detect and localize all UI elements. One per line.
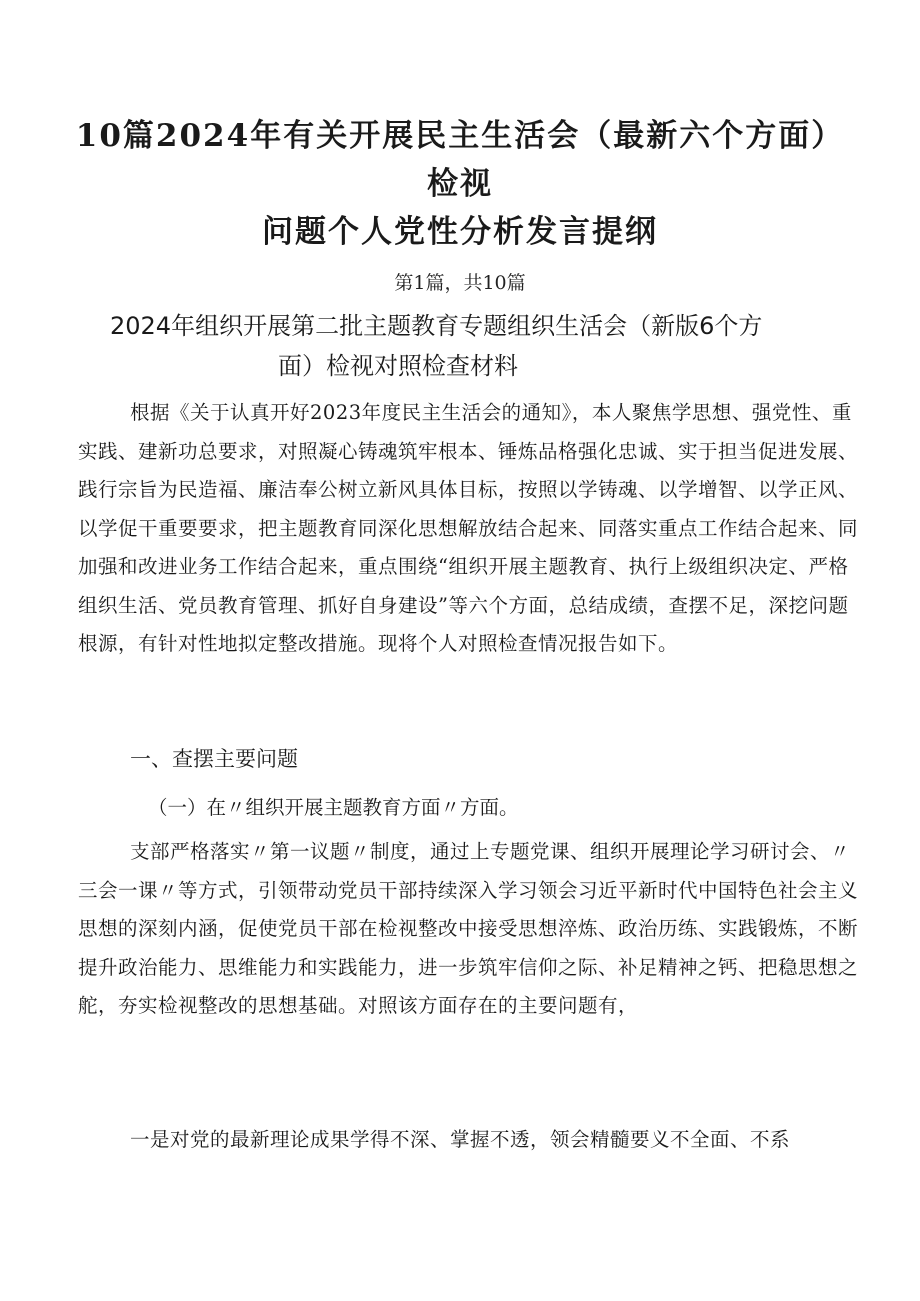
body-paragraph-text: 支部严格落实〃第一议题〃制度，通过上专题党课、组织开展理论学习研讨会、〃三会一课〃等方式，引领带动党员干部持续深入学习领会习近平新时代中国特色社会主义思想的深刻内涵，促使党员干部在检视整改中接受思想淬炼、政治历练、实践锻炼，不断提升政治能力、思维能力和实践能力，进一步筑牢信仰之际、补足精神之钙、把稳思想之舵，夯实检视整改的思想基础。对照该方面存在的主要问题有，: [78, 840, 859, 1017]
document-title-line2: 问题个人党性分析发言提纲: [262, 214, 658, 250]
section-title-line2: 面）检视对照检查材料: [278, 352, 518, 380]
continuation-paragraph-text: 一是对党的最新理论成果学得不深、掌握不透，领会精髓要义不全面、不系: [130, 1128, 791, 1151]
intro-paragraph: [78, 394, 868, 664]
section-heading: 一、查摆主要问题: [130, 747, 298, 771]
document-title-line1: 10篇2024年有关开展民主生活会（最新六个方面）检视: [75, 118, 845, 202]
body-paragraph: [78, 833, 868, 1026]
section-title-line1: 2024年组织开展第二批主题教育专题组织生活会（新版6个方: [110, 312, 763, 340]
continuation-paragraph: [78, 1121, 868, 1161]
subsection-heading: （一）在〃组织开展主题教育方面〃方面。: [148, 796, 519, 819]
section-document-title: [110, 306, 850, 386]
intro-paragraph-text: 根据《关于认真开好2023年度民主生活会的通知》，本人聚焦学思想、强党性、重实践、建新功总要求，对照凝心铸魂筑牢根本、锤炼品格强化忠诚、实于担当促进发展、践行宗旨为民造福、廉洁奉公树立新风具体目标，按照以学铸魂、以学增智、以学正风、以学促干重要要求，把主题教育同深化思想解放结合起来、同落实重点工作结合起来、同加强和改进业务工作结合起来，重点围绕“组织开展主题教育、执行上级组织决定、严格组织生活、党员教育管理、抓好自身建设”等六个方面，总结成绩，查摆不足，深挖问题根源，有针对性地拟定整改措施。现将个人对照检查情况报告如下。: [78, 401, 859, 655]
part-indicator: 第1篇，共10篇: [394, 272, 526, 294]
document-title: [60, 112, 860, 256]
